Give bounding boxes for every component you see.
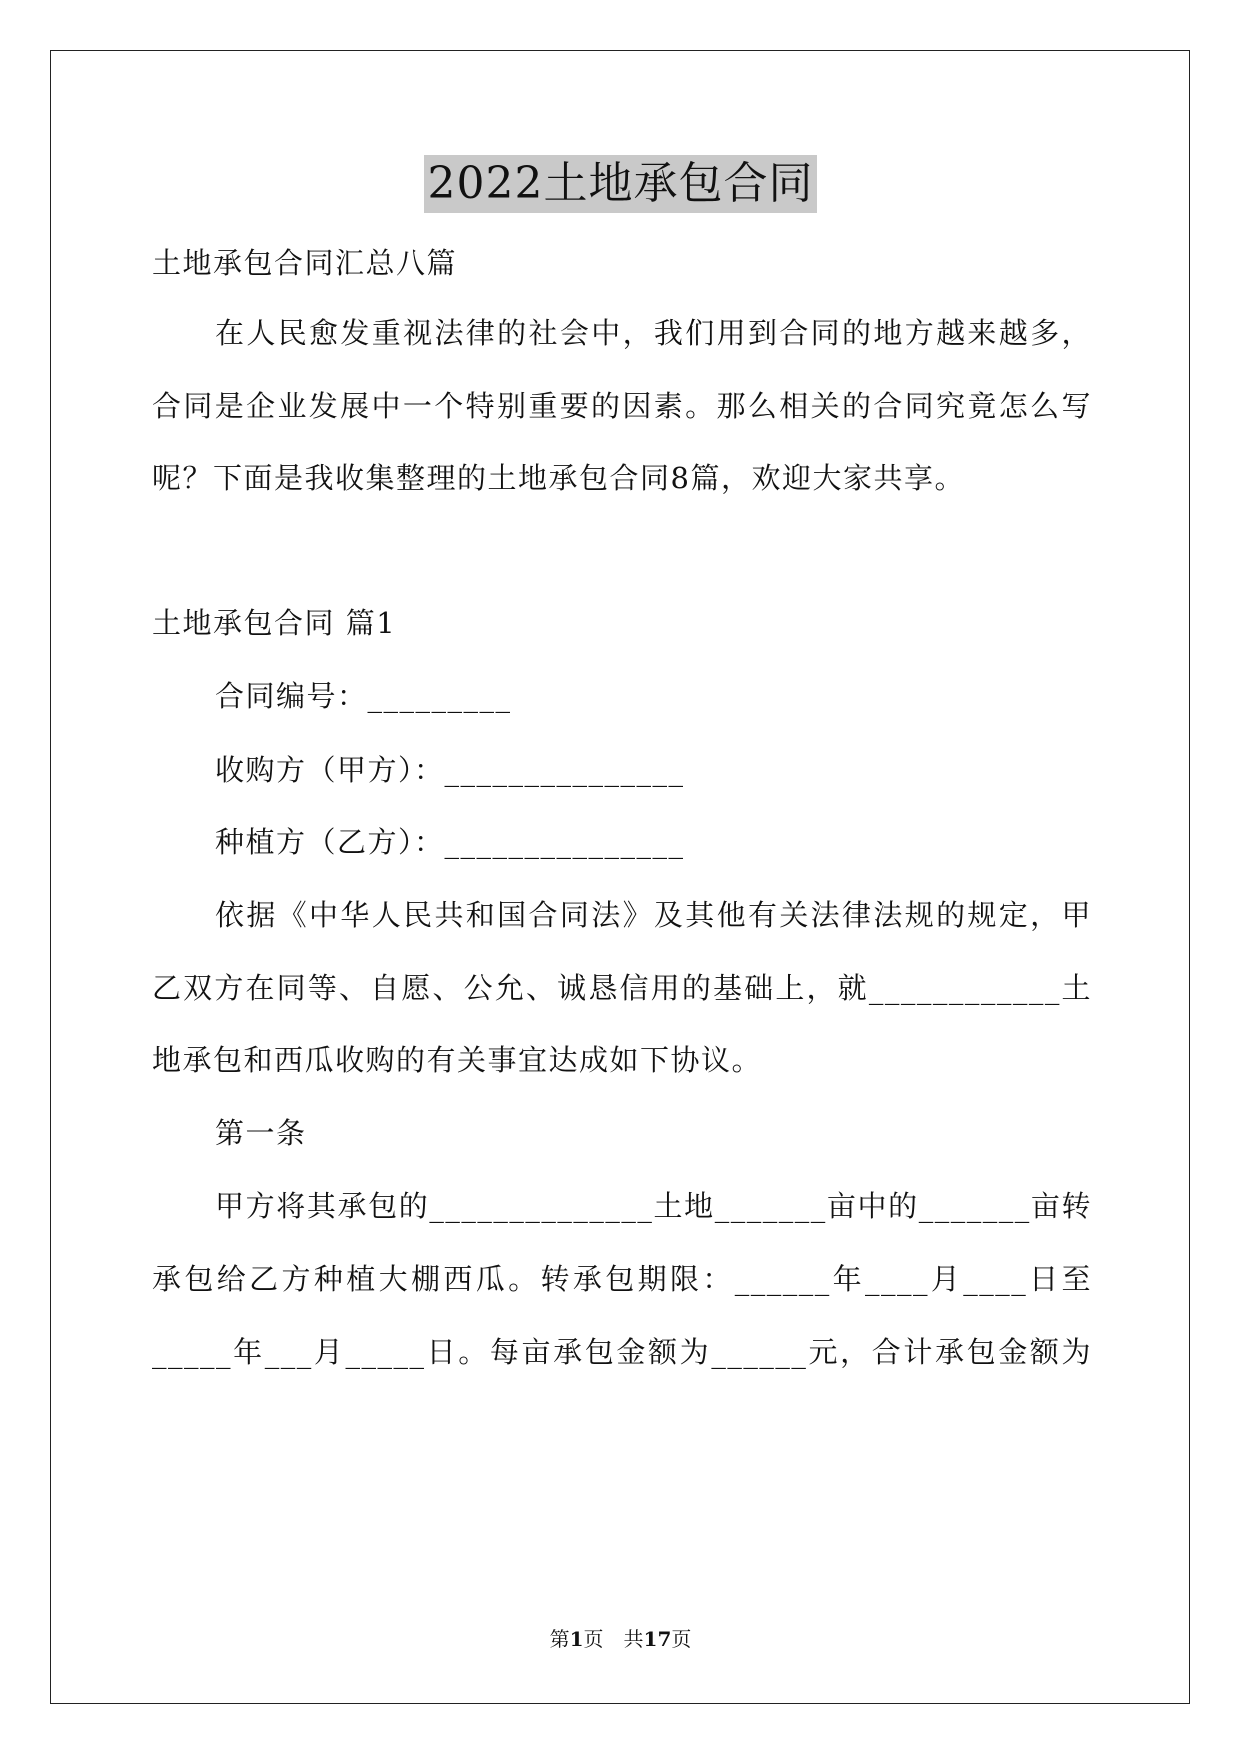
basis-line-3: 地承包和西瓜收购的有关事宜达成如下协议。 [152,1043,763,1077]
contract-number-field: 合同编号：_________ [215,679,512,713]
page-footer [0,1626,1241,1652]
article-heading: 第一条 [215,1116,307,1150]
footer-suffix: 页 [671,1627,692,1651]
document-subtitle: 土地承包合同汇总八篇 [152,246,458,280]
page-border [50,50,1190,1704]
section-heading: 土地承包合同 篇1 [152,606,397,640]
basis-line-1: 依据《中华人民共和国合同法》及其他有关法律法规的规定，甲 [215,898,1092,932]
article-line-3: _____年___月_____日。每亩承包金额为______元，合计承包金额为 [152,1335,1092,1369]
buyer-party-field: 收购方（甲方）：_______________ [215,753,685,787]
article-line-1: 甲方将其承包的______________土地_______亩中的_______亩转 [215,1189,1092,1223]
article-line-2: 承包给乙方种植大棚西瓜。转承包期限：______年____月____日至 [152,1262,1092,1296]
intro-line-1: 在人民愈发重视法律的社会中，我们用到合同的地方越来越多， [215,316,1092,350]
document-title: 2022土地承包合同 [424,155,818,213]
footer-total-pages: 17 [643,1627,672,1651]
footer-mid: 页 共 [583,1627,644,1651]
footer-prefix: 第 [549,1627,570,1651]
intro-line-2: 合同是企业发展中一个特别重要的因素。那么相关的合同究竟怎么写 [152,389,1092,423]
footer-page-number: 1 [569,1627,584,1651]
grower-party-field: 种植方（乙方）：_______________ [215,825,685,859]
title-container [0,155,1241,213]
basis-line-2: 乙双方在同等、自愿、公允、诚恳信用的基础上，就____________土 [152,971,1092,1005]
intro-line-3: 呢？下面是我收集整理的土地承包合同8篇，欢迎大家共享。 [152,461,965,495]
